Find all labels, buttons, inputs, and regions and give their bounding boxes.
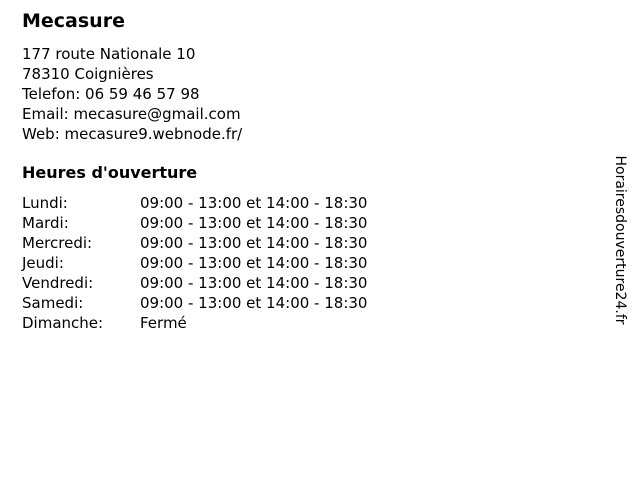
day-label: Mercredi:	[22, 234, 93, 252]
phone-line: Telefon: 06 59 46 57 98	[22, 85, 200, 103]
watermark-vertical-text: Horairesdouverture24.fr	[612, 155, 628, 325]
hours-row-wednesday	[22, 233, 367, 253]
opening-hours-heading: Heures d'ouverture	[22, 163, 198, 182]
email-line: Email: mecasure@gmail.com	[22, 105, 241, 123]
time-value: 09:00 - 13:00 et 14:00 - 18:30	[140, 274, 368, 292]
day-label: Mardi:	[22, 214, 69, 232]
hours-row-friday	[22, 273, 367, 293]
contact-block	[22, 44, 242, 144]
hours-row-tuesday	[22, 213, 367, 233]
address-line-2: 78310 Coignières	[22, 65, 154, 83]
time-value: 09:00 - 13:00 et 14:00 - 18:30	[140, 234, 368, 252]
address-line-1: 177 route Nationale 10	[22, 45, 196, 63]
time-value: 09:00 - 13:00 et 14:00 - 18:30	[140, 194, 368, 212]
web-line: Web: mecasure9.webnode.fr/	[22, 125, 243, 143]
hours-row-saturday	[22, 293, 367, 313]
time-value: 09:00 - 13:00 et 14:00 - 18:30	[140, 294, 368, 312]
day-label: Dimanche:	[22, 314, 104, 332]
business-name: Mecasure	[22, 10, 125, 32]
hours-row-sunday	[22, 313, 367, 333]
hours-row-monday	[22, 193, 367, 213]
time-value: 09:00 - 13:00 et 14:00 - 18:30	[140, 214, 368, 232]
day-label: Lundi:	[22, 194, 68, 212]
opening-hours-table	[22, 193, 367, 333]
day-label: Samedi:	[22, 294, 84, 312]
time-value: 09:00 - 13:00 et 14:00 - 18:30	[140, 254, 368, 272]
day-label: Vendredi:	[22, 274, 94, 292]
day-label: Jeudi:	[22, 254, 64, 272]
hours-row-thursday	[22, 253, 367, 273]
time-value: Fermé	[140, 314, 187, 332]
